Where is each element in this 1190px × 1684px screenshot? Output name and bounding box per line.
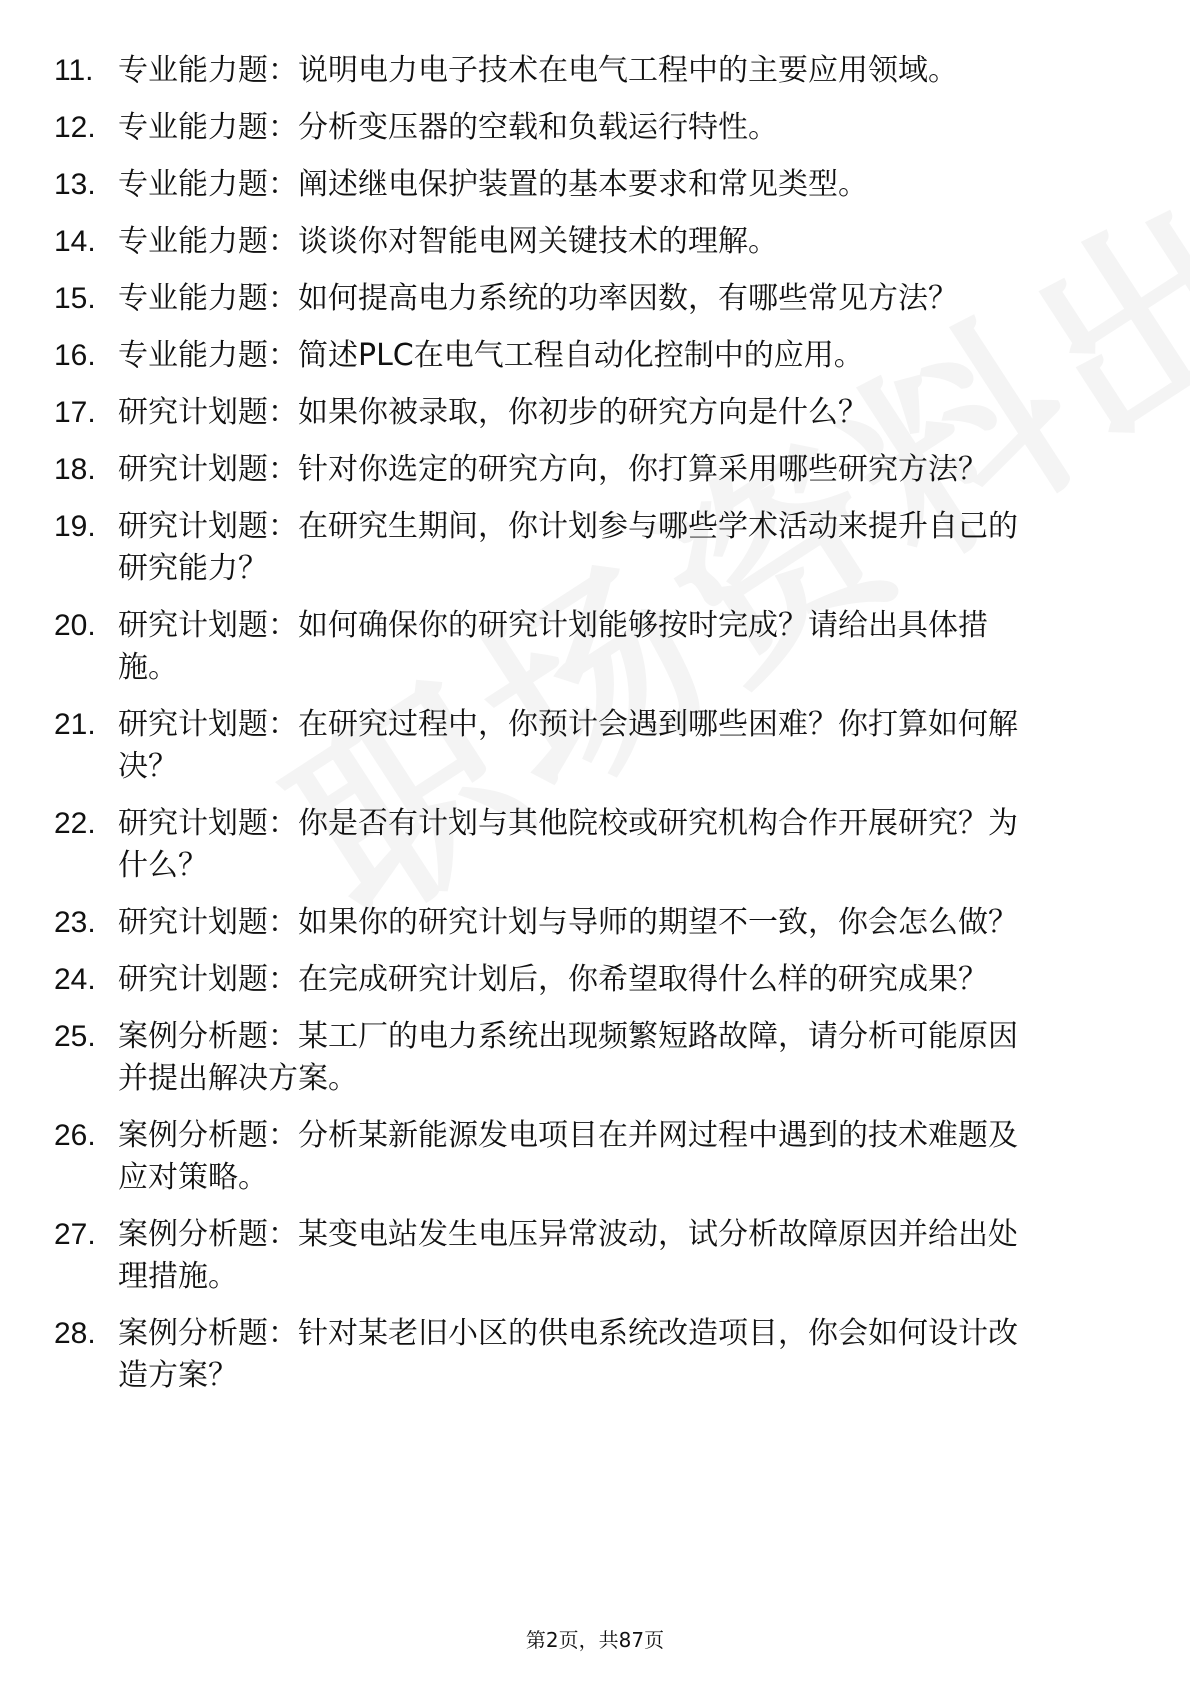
question-text: 案例分析题：某变电站发生电压异常波动，试分析故障原因并给出处理措施。 <box>118 1217 1018 1294</box>
question-number: 14. <box>54 225 96 258</box>
question-number: 24. <box>54 963 96 996</box>
question-number: 17. <box>54 396 96 429</box>
question-number: 20. <box>54 609 96 642</box>
question-number: 23. <box>54 906 96 939</box>
question-number: 21. <box>54 708 96 741</box>
question-item <box>54 1214 1114 1298</box>
question-item <box>54 1115 1114 1199</box>
question-item <box>54 902 1114 944</box>
question-item <box>54 164 1114 206</box>
question-text: 研究计划题：针对你选定的研究方向，你打算采用哪些研究方法？ <box>118 452 988 487</box>
question-text: 专业能力题：阐述继电保护装置的基本要求和常见类型。 <box>118 167 868 202</box>
question-text: 专业能力题：如何提高电力系统的功率因数，有哪些常见方法？ <box>118 281 958 316</box>
question-text: 专业能力题：分析变压器的空载和负载运行特性。 <box>118 110 778 145</box>
question-item <box>54 506 1114 590</box>
question-item <box>54 959 1114 1001</box>
question-item <box>54 1016 1114 1100</box>
question-text: 专业能力题：简述PLC在电气工程自动化控制中的应用。 <box>118 338 864 373</box>
question-number: 15. <box>54 282 96 315</box>
question-item <box>54 278 1114 320</box>
question-number: 13. <box>54 168 96 201</box>
question-text: 研究计划题：如果你的研究计划与导师的期望不一致，你会怎么做？ <box>118 905 1018 940</box>
question-number: 27. <box>54 1218 96 1251</box>
question-text: 研究计划题：如何确保你的研究计划能够按时完成？请给出具体措施。 <box>118 608 988 685</box>
question-number: 18. <box>54 453 96 486</box>
question-item <box>54 449 1114 491</box>
question-item <box>54 1313 1114 1397</box>
question-number: 28. <box>54 1317 96 1350</box>
question-item <box>54 803 1114 887</box>
question-item <box>54 50 1114 92</box>
question-number: 25. <box>54 1020 96 1053</box>
question-item <box>54 107 1114 149</box>
question-text: 研究计划题：你是否有计划与其他院校或研究机构合作开展研究？为什么？ <box>118 806 1018 883</box>
question-text: 研究计划题：在研究过程中，你预计会遇到哪些困难？你打算如何解决？ <box>118 707 1018 784</box>
question-item <box>54 605 1114 689</box>
question-item <box>54 221 1114 263</box>
question-number: 16. <box>54 339 96 372</box>
question-item <box>54 335 1114 377</box>
question-number: 12. <box>54 111 96 144</box>
question-number: 19. <box>54 510 96 543</box>
question-text: 案例分析题：分析某新能源发电项目在并网过程中遇到的技术难题及应对策略。 <box>118 1118 1018 1195</box>
question-text: 研究计划题：如果你被录取，你初步的研究方向是什么？ <box>118 395 868 430</box>
question-number: 11. <box>54 54 94 87</box>
page-footer: 第2页，共87页 <box>525 1628 665 1652</box>
question-item <box>54 704 1114 788</box>
question-list <box>54 50 1114 1412</box>
question-text: 案例分析题：某工厂的电力系统出现频繁短路故障，请分析可能原因并提出解决方案。 <box>118 1019 1018 1096</box>
question-number: 26. <box>54 1119 96 1152</box>
question-item <box>54 392 1114 434</box>
question-number: 22. <box>54 807 96 840</box>
question-text: 案例分析题：针对某老旧小区的供电系统改造项目，你会如何设计改造方案？ <box>118 1316 1018 1393</box>
question-text: 专业能力题：谈谈你对智能电网关键技术的理解。 <box>118 224 778 259</box>
question-text: 专业能力题：说明电力电子技术在电气工程中的主要应用领域。 <box>118 53 958 88</box>
question-text: 研究计划题：在研究生期间，你计划参与哪些学术活动来提升自己的研究能力？ <box>118 509 1018 586</box>
question-text: 研究计划题：在完成研究计划后，你希望取得什么样的研究成果？ <box>118 962 988 997</box>
